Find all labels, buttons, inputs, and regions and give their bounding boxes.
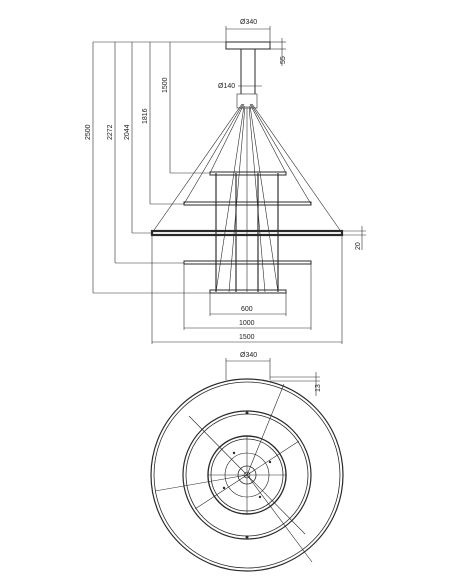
height-dimensions xyxy=(93,42,226,293)
label-2500: 2500 xyxy=(85,124,92,140)
plan-spokes xyxy=(155,384,312,562)
label-1000: 1000 xyxy=(239,320,255,327)
label-1500-width: 1500 xyxy=(239,334,255,341)
elevation-view xyxy=(85,19,366,344)
label-2272: 2272 xyxy=(107,124,114,140)
ring-lower xyxy=(184,261,311,264)
label-plan-canopy-diameter: Ø340 xyxy=(240,352,258,359)
ring-bottom xyxy=(210,290,286,293)
label-1816: 1816 xyxy=(142,108,149,124)
label-canopy-diameter: Ø340 xyxy=(240,19,258,26)
canopy xyxy=(226,42,270,49)
label-plan-offset: 13 xyxy=(315,384,322,392)
label-ring-thickness: 20 xyxy=(355,242,362,250)
ring-upper xyxy=(184,202,311,205)
ring-top xyxy=(210,172,286,175)
label-stem-diameter: Ø140 xyxy=(218,83,236,90)
label-canopy-height: 55 xyxy=(280,56,287,64)
label-600: 600 xyxy=(241,306,253,313)
label-1500: 1500 xyxy=(162,77,169,93)
label-2044: 2044 xyxy=(124,124,131,140)
hub xyxy=(237,94,257,108)
plan-view xyxy=(151,352,343,571)
